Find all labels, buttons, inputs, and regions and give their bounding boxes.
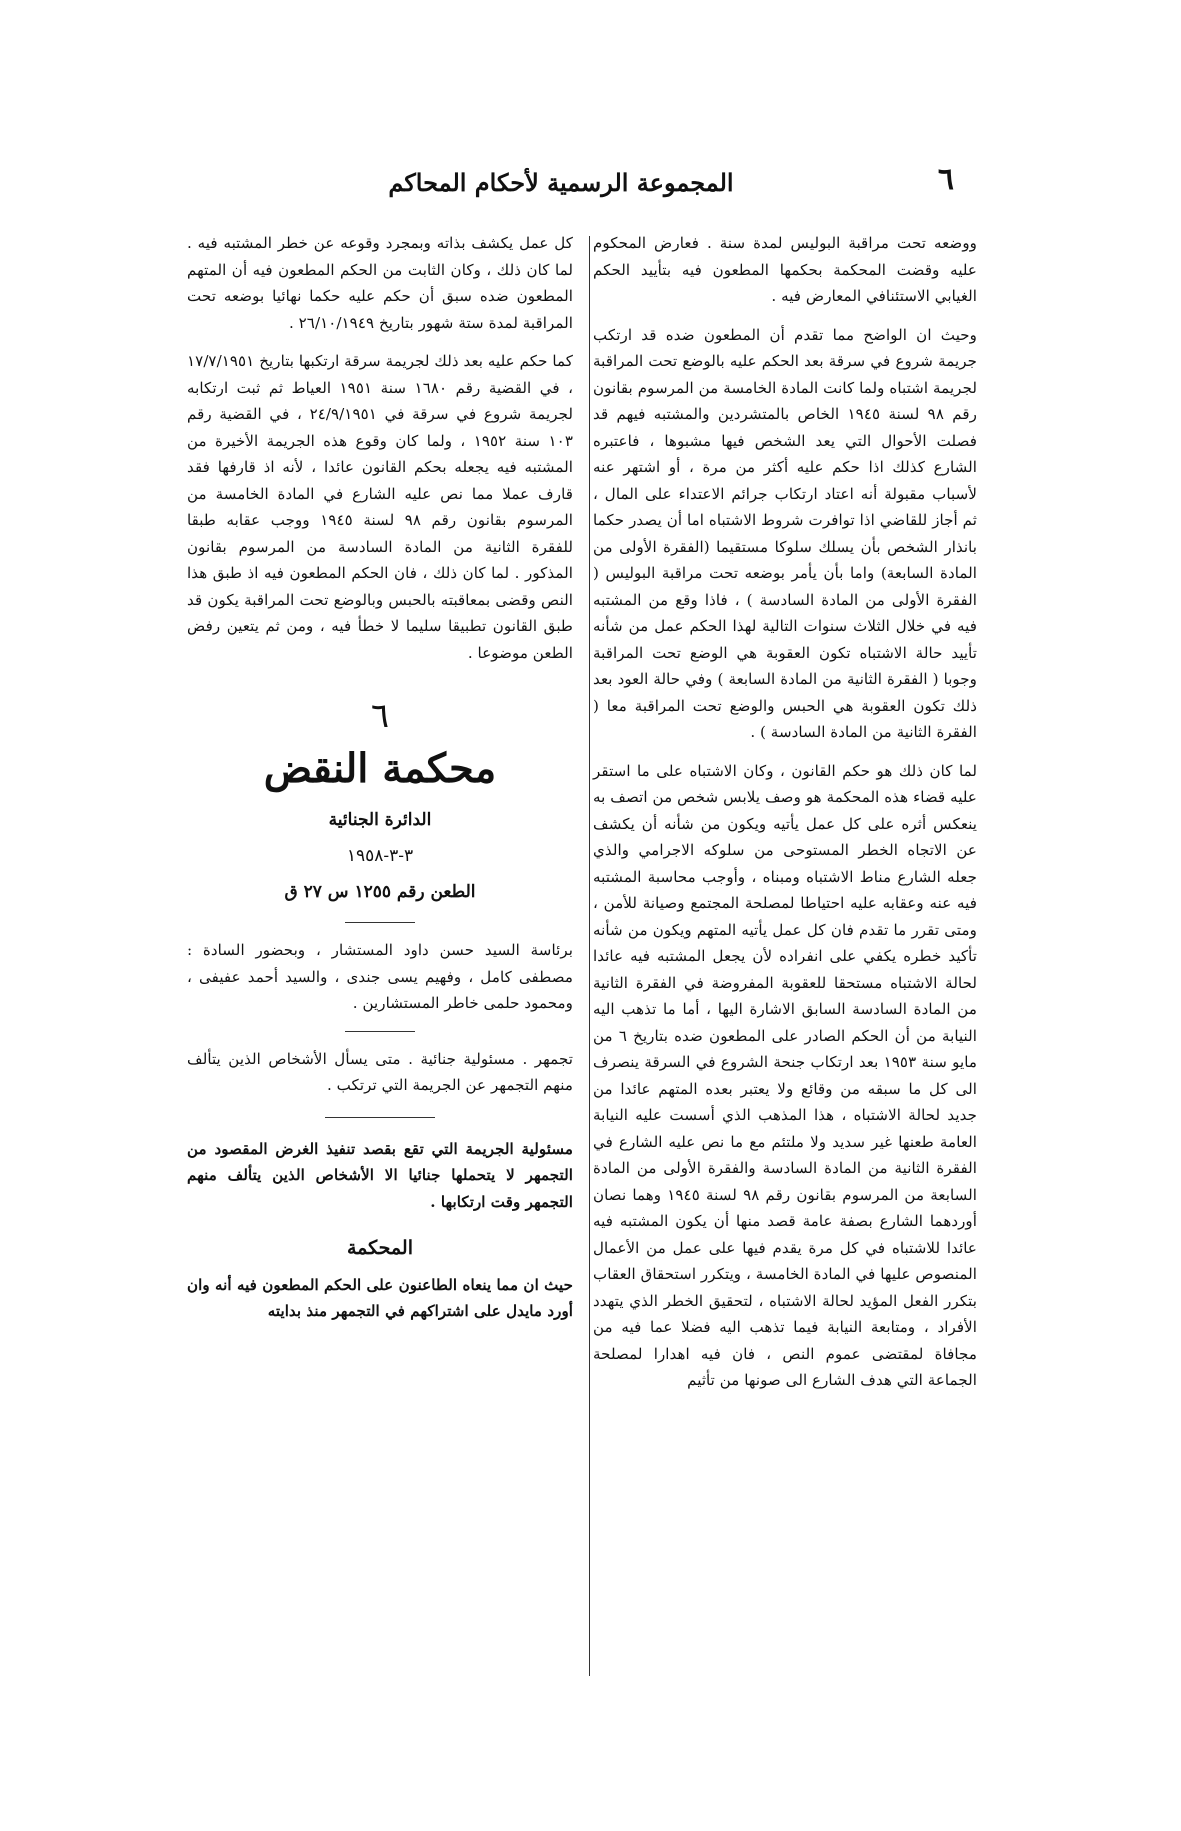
appeal-number: الطعن رقم ١٢٥٥ س ٢٧ ق bbox=[284, 882, 476, 902]
paragraph: حيث ان مما ينعاه الطاعنون على الحكم المطعون فيه أنه وان أورد مايدل على اشتراكهم في التجمهر منذ بدايته bbox=[187, 1275, 573, 1320]
case-number: ٦ bbox=[370, 696, 390, 736]
paragraph: وحيث ان الواضح مما تقدم أن المطعون ضده قد ارتكب جريمة شروع في سرقة بعد الحكم عليه بالوضع تحت المراقبة لجريمة اشتباه ولما كانت المادة الخامسة من المرسوم بقانون رقم ٩٨ لسنة ١٩٤٥ الخاص بالمتشردين والمشتبه فيهم قد فصلت الأحوال التي يعد الشخص فيها مشبوها ، فاعتبره الشارع كذلك اذا حكم عليه أكثر من مرة ، أو اشتهر عنه لأسباب مقبولة أنه اعتاد ارتكاب جرائم الاعتداء على المال ، ثم أجاز للقاضي اذا توافرت شروط الاشتباه اما أن يصدر حكما بانذار الشخص بأن يسلك سلوكا مستقيما (الفقرة الأولى من المادة السابعة) واما بأن يأمر بوضعه تحت مراقبة البوليس ( الفقرة الأولى من المادة السادسة ) ، فاذا وقع من المشتبه فيه في خلال الثلاث سنوات التالية لهذا الحكم عمل من شأنه تأييد حالة الاشتباه تكون العقوبة هي الوضع تحت المراقبة وجوبا ( الفقرة الثانية من المادة السابعة ) وفي حالة العود بعد ذلك تكون العقوبة هي الحبس والوضع تحت المراقبة معا ( الفقرة الثانية من المادة السادسة ) . bbox=[593, 325, 977, 741]
section-title: المحكمة bbox=[347, 1237, 413, 1259]
paragraph: كما حكم عليه بعد ذلك لجريمة سرقة ارتكبها بتاريخ ١٧/٧/١٩٥١ ، في القضية رقم ١٦٨٠ سنة ١٩٥١ العياط ثم ثبت ارتكابه لجريمة شروع في سرقة في ٢٤/٩/١٩٥١ ، في القضية رقم ١٠٣ سنة ١٩٥٢ ، ولما كان وقوع هذه الجريمة الأخيرة من المشتبه فيه يجعله بحكم القانون عائدا ، لأنه اذ قارفها فقد قارف عملا مما نص عليه الشارع في المادة الخامسة من المرسوم بقانون رقم ٩٨ لسنة ١٩٤٥ ووجب عقابه طبقا للفقرة الثانية من المادة السادسة من المرسوم بقانون المذكور . لما كان ذلك ، فان الحكم المطعون فيه اذ طبق هذا النص وقضى بمعاقبته بالحبس وبالوضع تحت المراقبة يكون قد طبق القانون تطبيقا سليما لا خطأ فيه ، ومن ثم يتعين رفض الطعن موضوعا . bbox=[187, 352, 573, 662]
running-title: المجموعة الرسمية لأحكام المحاكم bbox=[388, 168, 734, 197]
divider bbox=[345, 1031, 415, 1032]
right-column bbox=[593, 230, 977, 1406]
keywords-paragraph: تجمهر . مسئولية جنائية . متى يسأل الأشخاص الذين يتألف منهم التجمهر عن الجريمة التي ترتكب . bbox=[187, 1049, 573, 1094]
court-name: محكمة النقض bbox=[263, 745, 497, 792]
page-number: ٦ bbox=[937, 162, 954, 197]
paragraph: ووضعه تحت مراقبة البوليس لمدة سنة . فعارض المحكوم عليه وقضت المحكمة بحكمها المطعون فيه بتأييد الحكم الغيابي الاستئنافي المعارض فيه . bbox=[593, 234, 977, 305]
paragraph: لما كان ذلك هو حكم القانون ، وكان الاشتباه على ما استقر عليه قضاء هذه المحكمة هو وصف يلابس شخص من اتصف به ينعكس أثره على كل عمل يأتيه ويكون من شأنه أن يكشف عن الاتجاه الخطر المستوحى من سلوكه الاجرامي والذي جعله الشارع مناط الاشتباه ومبناه ، وأوجب محاسبة المشتبه فيه عنه وعقابه عليه احتياطا لمصلحة المجتمع وصيانة للأمن ، ومتى تقرر ما تقدم فان كل عمل يأتيه المتهم ويكون من شأنه تأكيد خطره يكفي على انفراده لأن يجعل المشتبه فيه عائدا لحالة الاشتباه مستحقا للعقوبة المفروضة في الفقرة الثانية من المادة السادسة السابق الاشارة اليها ، أما ما تذهب اليه النيابة من أن الحكم الصادر على المطعون ضده بتاريخ ٦ من مايو سنة ١٩٥٣ بعد ارتكاب جنحة الشروع في السرقة ينصرف الى كل ما سبقه من وقائع ولا يعتبر بعده المتهم عائدا من جديد لحالة الاشتباه ، هذا المذهب الذي أسست عليه النيابة العامة طعنها غير سديد ولا ملتئم مع ما نص عليه الشارع في الفقرة الثانية من المادة السادسة والفقرة الأولى من المادة السابعة من المرسوم بقانون رقم ٩٨ لسنة ١٩٤٥ وهما نصان أوردهما الشارع بصفة عامة قصد منها أن يكون المشتبه فيه عائدا للاشتباه في كل مرة يقدم فيها على عمل من الأعمال المنصوص عليها في المادة الخامسة ، ويتكرر استحقاق العقاب بتكرر الفعل المؤيد لحالة الاشتباه ، لتحقيق الخطر الذي يتهدد الأفراد ، ومتابعة النيابة فيما تذهب اليه فضلا عما فيه من مجافاة لمقتضى عموم النص ، فان فيه اهدارا لمصلحة الجماعة التي هدف الشارع الى صونها من تأثيم bbox=[593, 761, 977, 1389]
circuit-name: الدائرة الجنائية bbox=[328, 810, 432, 830]
bench-paragraph: برئاسة السيد حسن داود المستشار ، وبحضور السادة : مصطفى كامل ، وفهيم يسى جندى ، والسيد أحمد عفيفى ، ومحمود حلمى خاطر المستشارين . bbox=[187, 941, 573, 1012]
legal-principle: مسئولية الجريمة التي تقع بقصد تنفيذ الغرض المقصود من التجمهر لا يتحملها جنائيا الا الأشخاص الذين يتألف منهم التجمهر وقت ارتكابها . bbox=[187, 1139, 573, 1211]
column-divider bbox=[589, 236, 590, 1676]
divider bbox=[345, 922, 415, 923]
divider bbox=[325, 1117, 435, 1118]
left-column bbox=[187, 230, 573, 1337]
paragraph: كل عمل يكشف بذاته وبمجرد وقوعه عن خطر المشتبه فيه . لما كان ذلك ، وكان الثابت من الحكم المطعون فيه أن المتهم المطعون ضده سبق أن حكم عليه حكما نهائيا بوضعه تحت المراقبة لمدة ستة شهور بتاريخ ٢٦/١٠/١٩٤٩ . bbox=[187, 234, 573, 332]
running-header bbox=[150, 162, 972, 208]
decision-date: ٣-٣-١٩٥٨ bbox=[346, 846, 414, 866]
